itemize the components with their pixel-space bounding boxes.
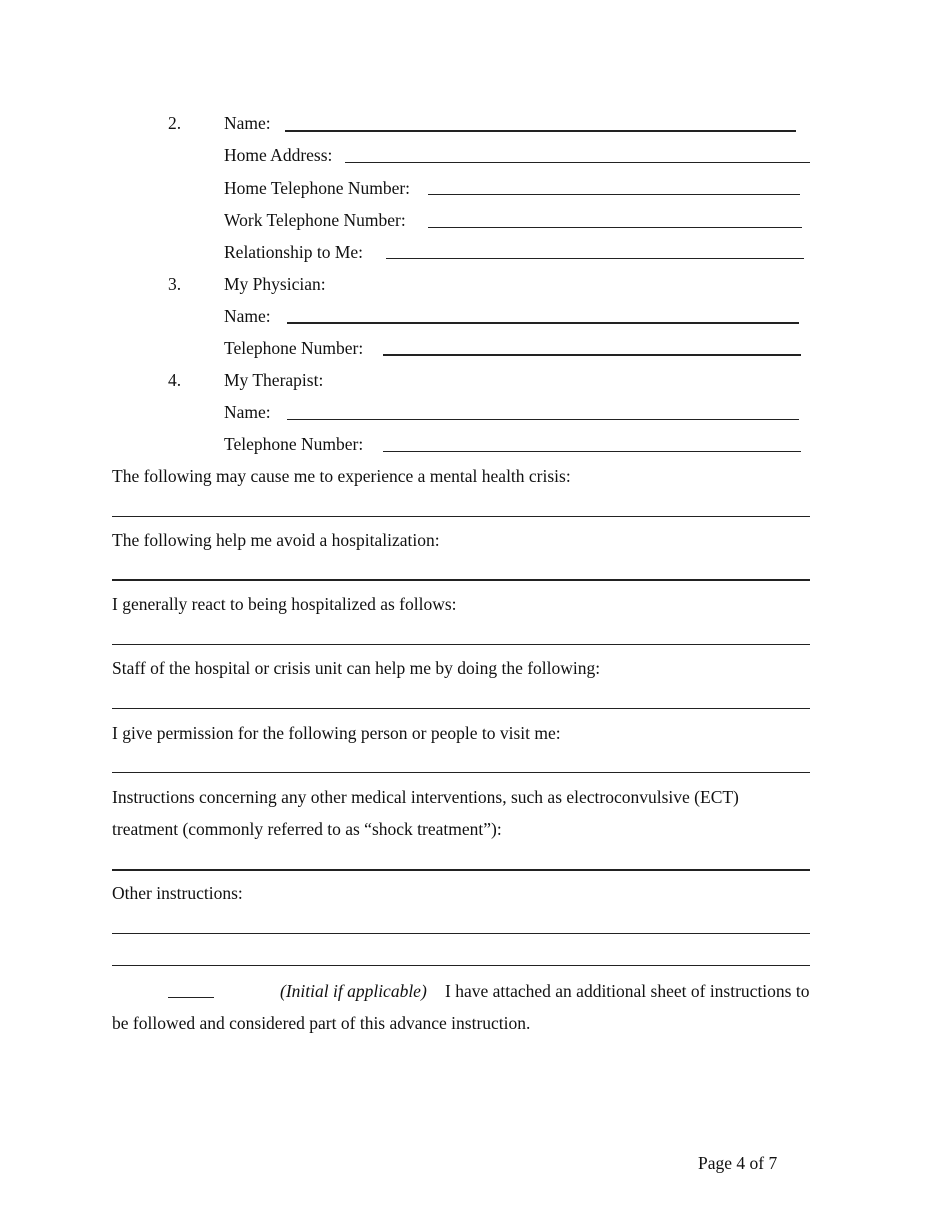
staff-help-prompt: Staff of the hospital or crisis unit can help me by doing the following: <box>112 658 601 678</box>
other-instructions-answer-line-1[interactable] <box>112 933 810 934</box>
page-number: Page 4 of 7 <box>698 1153 778 1173</box>
therapist-name-label: Name: <box>224 402 271 422</box>
avoid-hospitalization-answer-line[interactable] <box>112 579 810 581</box>
name-field-line[interactable] <box>285 130 796 132</box>
other-instructions-prompt: Other instructions: <box>112 883 243 903</box>
name-label: Name: <box>224 113 271 133</box>
relationship-field-line[interactable] <box>386 258 804 259</box>
home-phone-label: Home Telephone Number: <box>224 178 411 198</box>
attachment-text-line1: I have attached an additional sheet of instructions to <box>445 981 810 1001</box>
crisis-triggers-prompt: The following may cause me to experience a mental health crisis: <box>112 466 571 486</box>
hospital-reaction-prompt: I generally react to being hospitalized as follows: <box>112 594 457 614</box>
medical-interventions-prompt-line2: treatment (commonly referred to as “shock treatment”): <box>112 819 502 839</box>
item-number-3: 3. <box>168 274 182 294</box>
home-phone-field-line[interactable] <box>428 194 800 195</box>
physician-phone-field-line[interactable] <box>383 354 801 356</box>
therapist-phone-label: Telephone Number: <box>224 434 364 454</box>
home-address-label: Home Address: <box>224 145 333 165</box>
other-instructions-answer-line-2[interactable] <box>112 965 810 966</box>
therapist-name-field-line[interactable] <box>287 419 799 420</box>
work-phone-field-line[interactable] <box>428 227 802 228</box>
avoid-hospitalization-prompt: The following help me avoid a hospitalization: <box>112 530 440 550</box>
visit-permission-prompt: I give permission for the following person or people to visit me: <box>112 723 561 743</box>
attachment-text-line2: be followed and considered part of this advance instruction. <box>112 1013 531 1033</box>
therapist-heading: My Therapist: <box>224 370 324 390</box>
staff-help-answer-line[interactable] <box>112 708 810 709</box>
work-phone-label: Work Telephone Number: <box>224 210 406 230</box>
medical-interventions-answer-line[interactable] <box>112 869 810 871</box>
physician-name-label: Name: <box>224 306 271 326</box>
initial-if-applicable-note: (Initial if applicable) <box>280 981 427 1001</box>
therapist-phone-field-line[interactable] <box>383 451 801 452</box>
physician-name-field-line[interactable] <box>287 322 799 324</box>
item-number-4: 4. <box>168 370 182 390</box>
hospital-reaction-answer-line[interactable] <box>112 644 810 645</box>
medical-interventions-prompt-line1: Instructions concerning any other medical interventions, such as electroconvulsive (ECT) <box>112 787 739 807</box>
physician-phone-label: Telephone Number: <box>224 338 364 358</box>
relationship-label: Relationship to Me: <box>224 242 364 262</box>
initial-blank-line[interactable] <box>168 997 214 998</box>
item-number-2: 2. <box>168 113 182 133</box>
physician-heading: My Physician: <box>224 274 326 294</box>
visit-permission-answer-line[interactable] <box>112 772 810 773</box>
crisis-triggers-answer-line[interactable] <box>112 516 810 517</box>
home-address-field-line[interactable] <box>345 162 810 163</box>
